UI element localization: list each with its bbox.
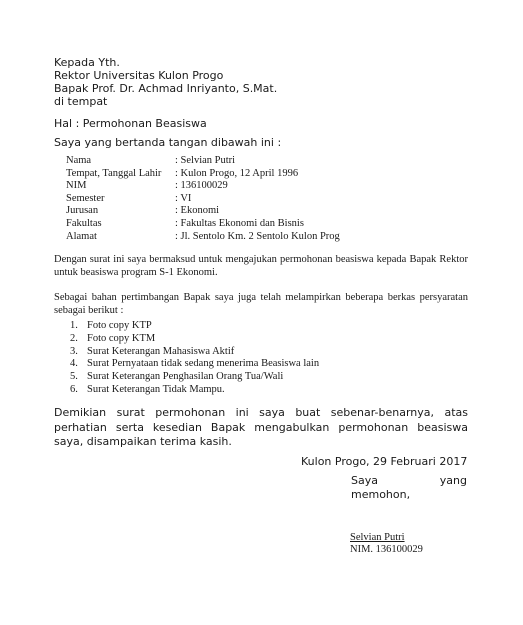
list-item bbox=[70, 346, 319, 359]
detail-row bbox=[66, 205, 340, 218]
detail-label: Jurusan bbox=[66, 205, 99, 217]
applicant-details bbox=[66, 155, 340, 243]
subject-line: Hal : Permohonan Beasiswa bbox=[54, 117, 207, 130]
letter-date: Kulon Progo, 29 Februari 2017 bbox=[301, 455, 468, 468]
attachment-list bbox=[70, 320, 319, 397]
signature-greeting bbox=[351, 474, 467, 487]
body-paragraph-purpose: Dengan surat ini saya bermaksud untuk mengajukan permohonan beasiswa kepada Bapak Rektor untuk beasiswa program S-1 Ekonomi. bbox=[54, 254, 468, 278]
closing-line: saya, disampaikan terima kasih. bbox=[54, 435, 232, 448]
detail-value: : Ekonomi bbox=[175, 205, 220, 217]
signature-yang: yang bbox=[439, 474, 467, 487]
list-text: Surat Keterangan Mahasiswa Aktif bbox=[87, 345, 235, 357]
detail-row bbox=[66, 168, 340, 181]
recipient-block bbox=[54, 56, 277, 108]
detail-row bbox=[66, 155, 340, 168]
signature-saya: Saya bbox=[351, 474, 378, 487]
detail-row bbox=[66, 180, 340, 193]
detail-label: Semester bbox=[66, 192, 105, 204]
recipient-location: di tempat bbox=[54, 95, 108, 108]
list-number: 1. bbox=[70, 320, 78, 331]
recipient-greeting: Kepada Yth. bbox=[54, 56, 120, 69]
recipient-title: Rektor Universitas Kulon Progo bbox=[54, 69, 224, 82]
detail-value: : Jl. Sentolo Km. 2 Sentolo Kulon Prog bbox=[175, 230, 340, 242]
detail-label: NIM bbox=[66, 180, 87, 192]
list-item bbox=[70, 384, 319, 397]
list-number: 3. bbox=[70, 345, 78, 357]
closing-line: Demikian surat permohonan ini saya buat sebenar-benarnya, atas bbox=[54, 406, 468, 419]
list-item bbox=[70, 358, 319, 371]
signature-memohon: memohon, bbox=[351, 488, 411, 501]
intro-text: Saya yang bertanda tangan dibawah ini : bbox=[54, 136, 282, 149]
list-text: Surat Keterangan Tidak Mampu. bbox=[87, 383, 225, 395]
detail-label: Fakultas bbox=[66, 217, 102, 229]
list-number: 4. bbox=[70, 358, 78, 370]
list-item bbox=[70, 320, 319, 333]
list-text: Foto copy KTM bbox=[87, 332, 156, 344]
detail-value: : 136100029 bbox=[175, 180, 228, 192]
detail-row bbox=[66, 231, 340, 244]
detail-value: : Selvian Putri bbox=[175, 155, 236, 166]
detail-label: Tempat, Tanggal Lahir bbox=[66, 167, 162, 179]
list-item bbox=[70, 371, 319, 384]
signature-nim: NIM. 136100029 bbox=[350, 544, 423, 555]
closing-line: perhatian serta kesedian Bapak mengabulkan permohonan beasiswa bbox=[54, 420, 468, 434]
detail-label: Alamat bbox=[66, 230, 97, 242]
list-number: 5. bbox=[70, 371, 78, 383]
detail-label: Nama bbox=[66, 155, 92, 166]
closing-paragraph bbox=[54, 406, 468, 450]
signature-name: Selvian Putri bbox=[350, 532, 405, 543]
detail-value: : Kulon Progo, 12 April 1996 bbox=[175, 167, 299, 179]
detail-row bbox=[66, 218, 340, 231]
list-item bbox=[70, 333, 319, 346]
body-paragraph-attachments: Sebagai bahan pertimbangan Bapak saya juga telah melampirkan beberapa berkas persyaratan sebagai berikut : bbox=[54, 292, 468, 316]
list-text: Surat Pernyataan tidak sedang menerima Beasiswa lain bbox=[87, 358, 320, 370]
detail-value: : Fakultas Ekonomi dan Bisnis bbox=[175, 217, 304, 229]
list-number: 6. bbox=[70, 383, 78, 395]
list-text: Surat Keterangan Penghasilan Orang Tua/Wali bbox=[87, 371, 284, 383]
list-number: 2. bbox=[70, 332, 78, 344]
detail-row bbox=[66, 193, 340, 206]
list-text: Foto copy KTP bbox=[87, 320, 152, 331]
detail-value: : VI bbox=[175, 192, 192, 204]
recipient-name: Bapak Prof. Dr. Achmad Inriyanto, S.Mat. bbox=[54, 82, 278, 95]
